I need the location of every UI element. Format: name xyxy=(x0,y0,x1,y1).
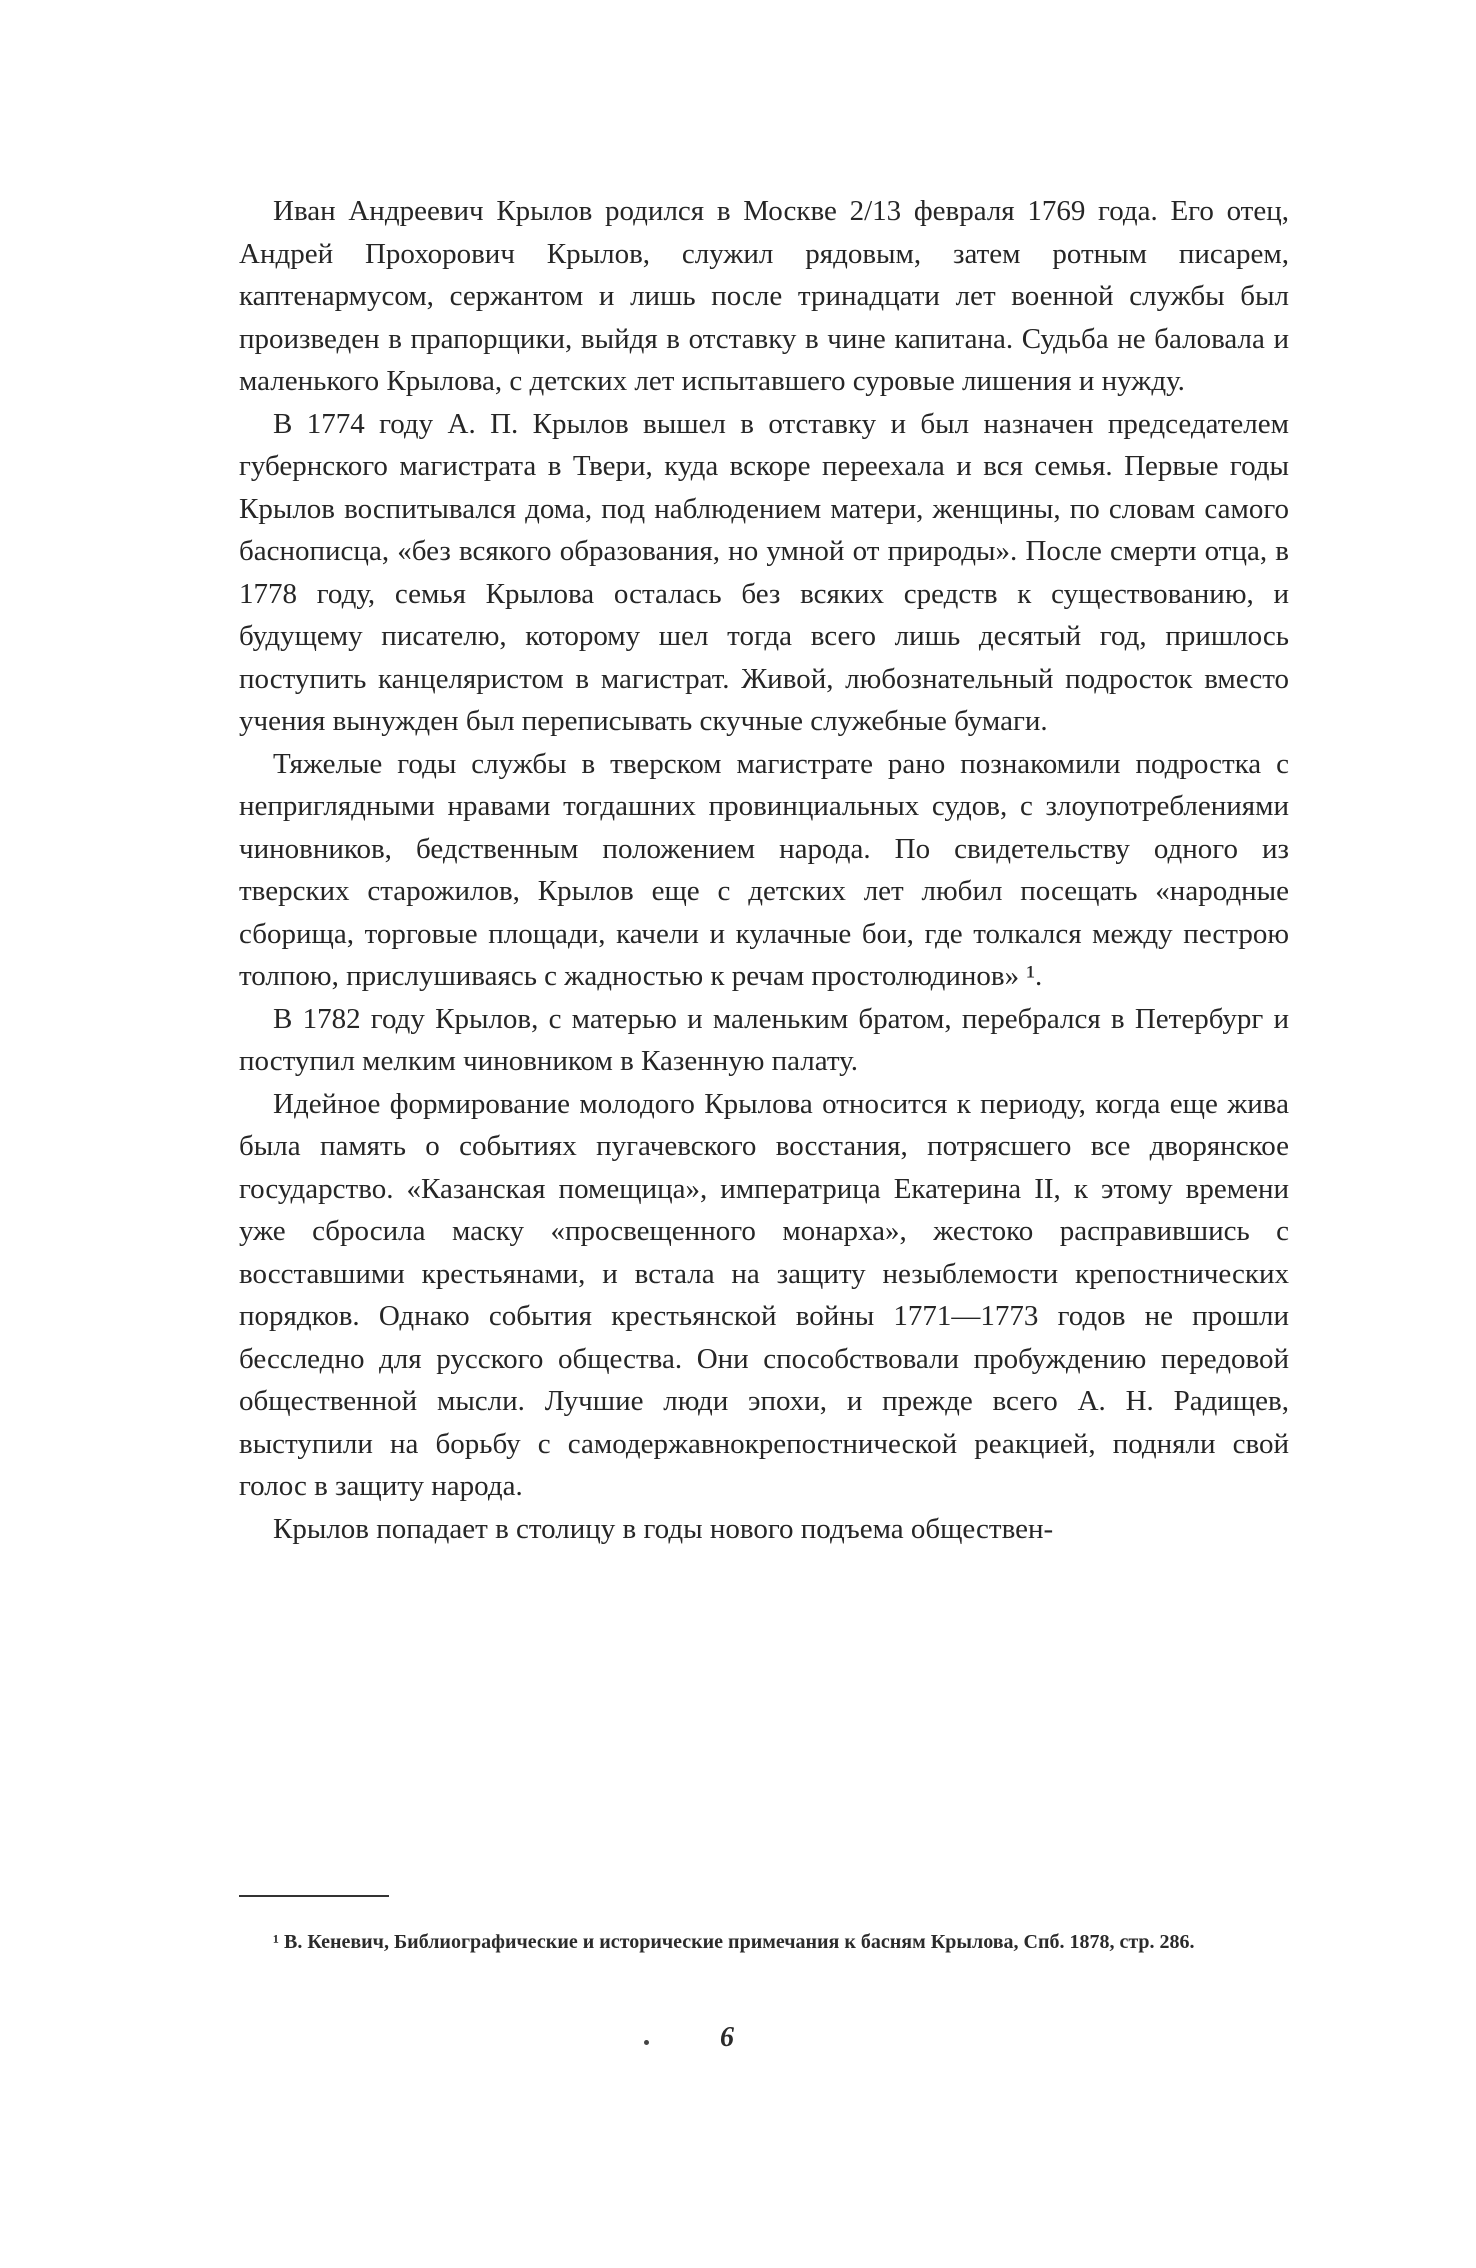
footnote: ¹ В. Кеневич, Библиографические и исторические примечания к басням Крылова, Спб. 1878, стр. 286. xyxy=(273,1931,1195,1953)
paragraph-5: Идейное формирование молодого Крылова относится к периоду, когда еще жива была память о событиях пугачевского восстания, потрясшего все дворянское государство. «Казанская помещица», императрица Екатерина II, к этому времени уже сбросила маску «просвещенного монарха», жестоко расправившись с восставшими крестьянами, и встала на защиту незыблемости крепостнических порядков. Однако события крестьянской войны 1771—1773 годов не прошли бесследно для русского общества. Они способствовали пробуждению передовой общественной мысли. Лучшие люди эпохи, и прежде всего А. Н. Радищев, выступили на борьбу с самодержавнокрепостнической реакцией, подняли свой голос в защиту народа. xyxy=(239,1087,1289,1502)
footnote-divider xyxy=(239,1895,389,1897)
main-text xyxy=(239,190,1289,1550)
paragraph-3: Тяжелые годы службы в тверском магистрате рано познакомили подростка с неприглядными нравами тогдашних провинциальных судов, с злоупотреблениями чиновников, бедственным положением народа. По свидетельству одного из тверских старожилов, Крылов еще с детских лет любил посещать «народные сборища, торговые площади, качели и кулачные бои, где толкался между пестрою толпою, прислушиваясь с жадностью к речам простолюдинов» ¹. xyxy=(239,747,1289,992)
paragraph-1: Иван Андреевич Крылов родился в Москве 2/13 февраля 1769 года. Его отец, Андрей Прохорович Крылов, служил рядовым, затем ротным писарем, каптенармусом, сержантом и лишь после тринадцати лет военной службы был произведен в прапорщики, выйдя в отставку в чине капитана. Судьба не баловала и маленького Крылова, с детских лет испытавшего суровые лишения и нужду. xyxy=(239,195,1289,397)
paragraph-2: В 1774 году А. П. Крылов вышел в отставку и был назначен председателем губернского магистрата в Твери, куда вскоре переехала и вся семья. Первые годы Крылов воспитывался дома, под наблюдением матери, женщины, по словам самого баснописца, «без всякого образования, но умной от природы». После смерти отца, в 1778 году, семья Крылова осталась без всяких средств к существованию, и будущему писателю, которому шел тогда всего лишь десятый год, пришлось поступить канцеляристом в магистрат. Живой, любознательный подросток вместо учения вынужден был переписывать скучные служебные бумаги. xyxy=(239,407,1289,737)
page-number: 6 xyxy=(720,2022,734,2053)
paragraph-6: Крылов попадает в столицу в годы нового подъема обществен- xyxy=(273,1512,1054,1545)
print-speck xyxy=(644,2040,649,2045)
paragraph-4: В 1782 году Крылов, с матерью и маленьким братом, перебрался в Петербург и поступил мелким чиновником в Казенную палату. xyxy=(239,1002,1289,1077)
